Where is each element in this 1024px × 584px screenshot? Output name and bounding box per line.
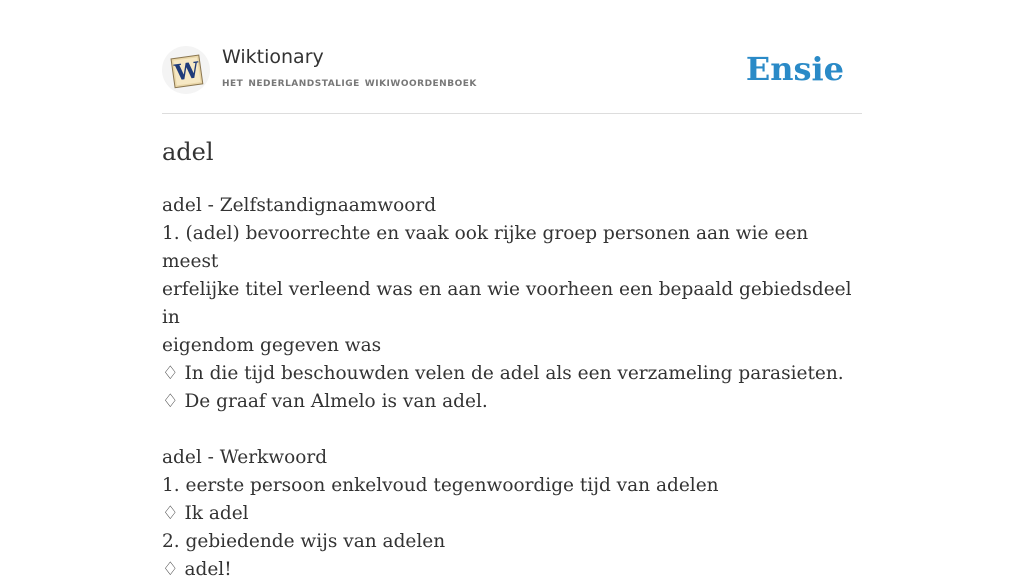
wiktionary-logo-icon[interactable] [162,46,210,94]
example-line: ♢ Ik adel [162,503,249,524]
site-title[interactable]: Wiktionary [222,46,324,68]
example-line: ♢ adel! [162,559,232,580]
example-line: ♢ In die tijd beschouwden velen de adel als een verzameling parasieten. [162,363,844,384]
entry-heading: adel - Werkwoord [162,447,328,468]
definition-line: 1. eerste persoon enkelvoud tegenwoordige tijd van adelen [162,475,719,496]
definition-line: eigendom gegeven was [162,335,382,356]
entry-heading: adel - Zelfstandignaamwoord [162,195,437,216]
word-title: adel [162,138,214,166]
svg-text:W: W [172,57,202,87]
entry-verb [162,444,862,584]
site-subtitle: het nederlandstalige wikiwoordenboek [222,75,477,90]
definitions [162,192,862,584]
definition-line: 2. gebiedende wijs van adelen [162,531,446,552]
site-header [162,0,862,114]
ensie-brand-link[interactable]: Ensie [745,50,844,88]
definition-line: erfelijke titel verleend was en aan wie voorheen een bepaald gebiedsdeel in [162,279,852,328]
page [162,0,862,584]
entry-noun [162,192,862,416]
example-line: ♢ De graaf van Almelo is van adel. [162,391,488,412]
definition-line: 1. (adel) bevoorrechte en vaak ook rijke groep personen aan wie een meest [162,223,809,272]
